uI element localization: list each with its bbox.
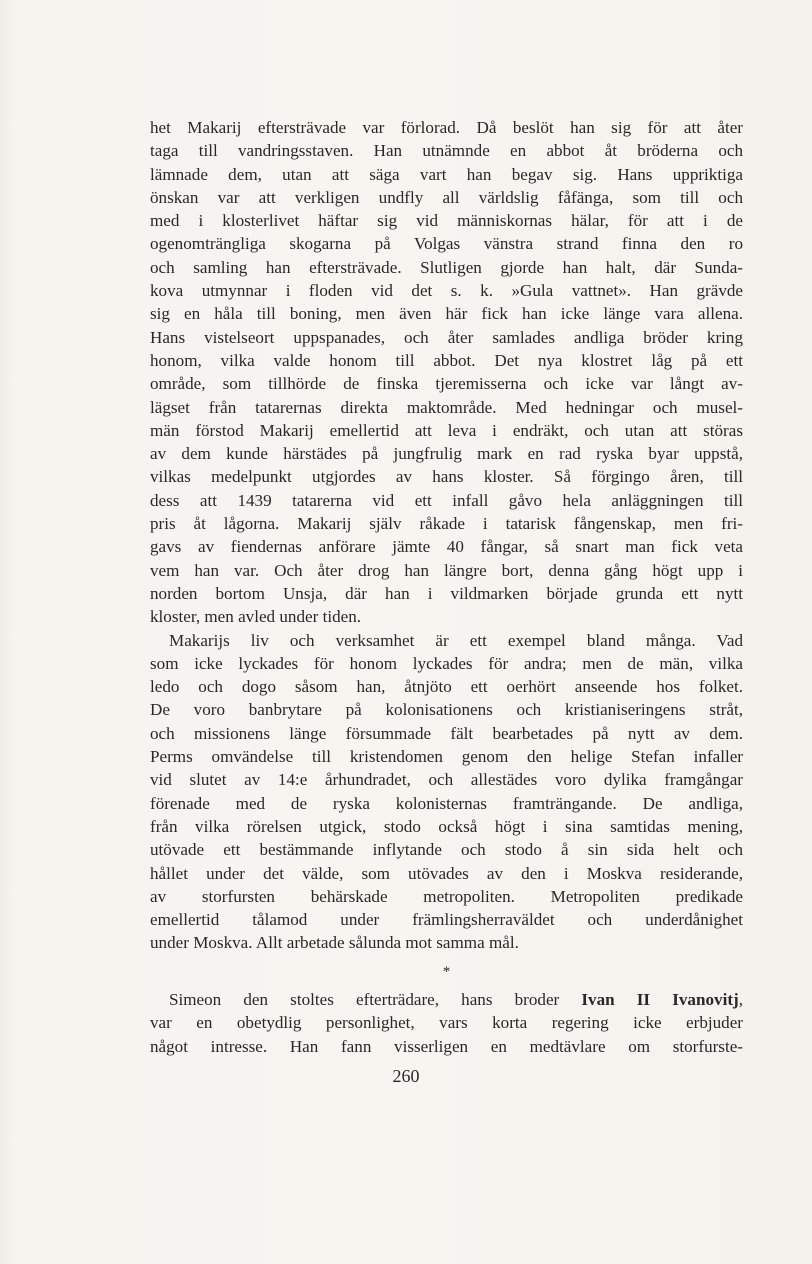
- text-line: emellertid tålamod under främlingsherraväldet och underdånighet: [150, 910, 743, 930]
- text-line: lägset från tatarernas direkta maktområde. Med hedningar och musel-: [150, 397, 743, 417]
- paragraph-2: [150, 629, 743, 955]
- text-line: De voro banbrytare på kolonisationens och kristianiseringens stråt,: [150, 700, 743, 720]
- text-line: sig en håla till boning, men även här fick han icke länge vara allena.: [150, 304, 743, 324]
- text-line: dess att 1439 tatarerna vid ett infall gåvo hela anläggningen till: [150, 490, 743, 510]
- paragraph-3: [150, 988, 743, 1058]
- text-line: ogenomträngliga skogarna på Volgas vänstra strand finna den ro: [150, 234, 743, 254]
- text-line: Simeon den stoltes efterträdare, hans broder Ivan II Ivanovitj,: [169, 989, 743, 1009]
- text-line: var en obetydlig personlighet, vars korta regering icke erbjuder: [150, 1013, 743, 1033]
- paragraph-1: [150, 116, 743, 629]
- text-line: som icke lyckades för honom lyckades för andra; men de män, vilka: [150, 653, 743, 673]
- section-separator: *: [442, 963, 451, 980]
- text-line: av storfursten behärskade metropoliten. Metropoliten predikade: [150, 886, 743, 906]
- text-line: gavs av fiendernas anförare jämte 40 fångar, så snart man fick veta: [150, 537, 743, 557]
- text-line: lämnade dem, utan att säga vart han begav sig. Hans uppriktiga: [150, 164, 743, 184]
- text-line: av dem kunde härstädes på jungfrulig mark en rad ryska byar uppstå,: [150, 444, 743, 464]
- text-line: vem han var. Och åter drog han längre bort, denna gång högt upp i: [150, 560, 743, 580]
- text-line: ledo och dogo såsom han, åtnjöto ett oerhört anseende hos folket.: [150, 677, 743, 697]
- text-line: hållet under det välde, som utövades av den i Moskva residerande,: [150, 863, 743, 883]
- text-line: Makarijs liv och verksamhet är ett exempel bland många. Vad: [169, 630, 743, 650]
- text-line: het Makarij eftersträvade var förlorad. Då beslöt han sig för att åter: [150, 118, 743, 137]
- text-line: med i klosterlivet häftar sig vid människornas hälar, för att i de: [150, 211, 743, 231]
- text-line: Perms omvändelse till kristendomen genom den helige Stefan infaller: [150, 747, 743, 767]
- text-line: kova utmynnar i floden vid det s. k. »Gula vattnet». Han grävde: [150, 281, 743, 301]
- text-line: område, som tillhörde de finska tjeremisserna och icke var långt av-: [150, 374, 743, 394]
- text-line: vilkas medelpunkt utgjordes av hans kloster. Så förgingo åren, till: [150, 467, 743, 487]
- text-line: Hans vistelseort uppspanades, och åter samlades andliga bröder kring: [150, 327, 743, 347]
- text-line: förenade med de ryska kolonisternas framträngande. De andliga,: [150, 793, 743, 813]
- text-line: taga till vandringsstaven. Han utnämnde en abbot åt bröderna och: [150, 141, 743, 161]
- text-line: utövade ett bestämmande inflytande och stodo å sin sida helt och: [150, 840, 743, 860]
- text-line: pris åt lågorna. Makarij själv råkade i tatarisk fångenskap, men fri-: [150, 514, 743, 534]
- text-line: vid slutet av 14:e århundradet, och allestädes voro dylika framgångar: [150, 770, 743, 790]
- text-line: önskan var att verkligen undfly all världslig fåfänga, som till och: [150, 187, 743, 207]
- page-number: 260: [392, 1066, 420, 1086]
- text-line: under Moskva. Allt arbetade sålunda mot samma mål.: [150, 933, 519, 953]
- body-text: [150, 116, 743, 1058]
- text-line: från vilka rörelsen utgick, stodo också högt i sina samtidas mening,: [150, 816, 743, 836]
- text-line: något intresse. Han fann visserligen en medtävlare om storfurste-: [150, 1036, 743, 1056]
- text-line: män förstod Makarij emellertid att leva i endräkt, och utan att störas: [150, 420, 743, 440]
- person-name: Ivan II Ivanovitj: [581, 989, 739, 1009]
- text-line: och samling han eftersträvade. Slutligen gjorde han halt, där Sunda-: [150, 257, 743, 277]
- text-line: kloster, men avled under tiden.: [150, 607, 362, 627]
- text-line: och missionens länge försummade fält bearbetades på nytt av dem.: [150, 723, 743, 743]
- text-line: honom, vilka valde honom till abbot. Det nya klostret låg på ett: [150, 350, 743, 370]
- text-line: norden bortom Unsja, där han i vildmarken började grunda ett nytt: [150, 583, 743, 603]
